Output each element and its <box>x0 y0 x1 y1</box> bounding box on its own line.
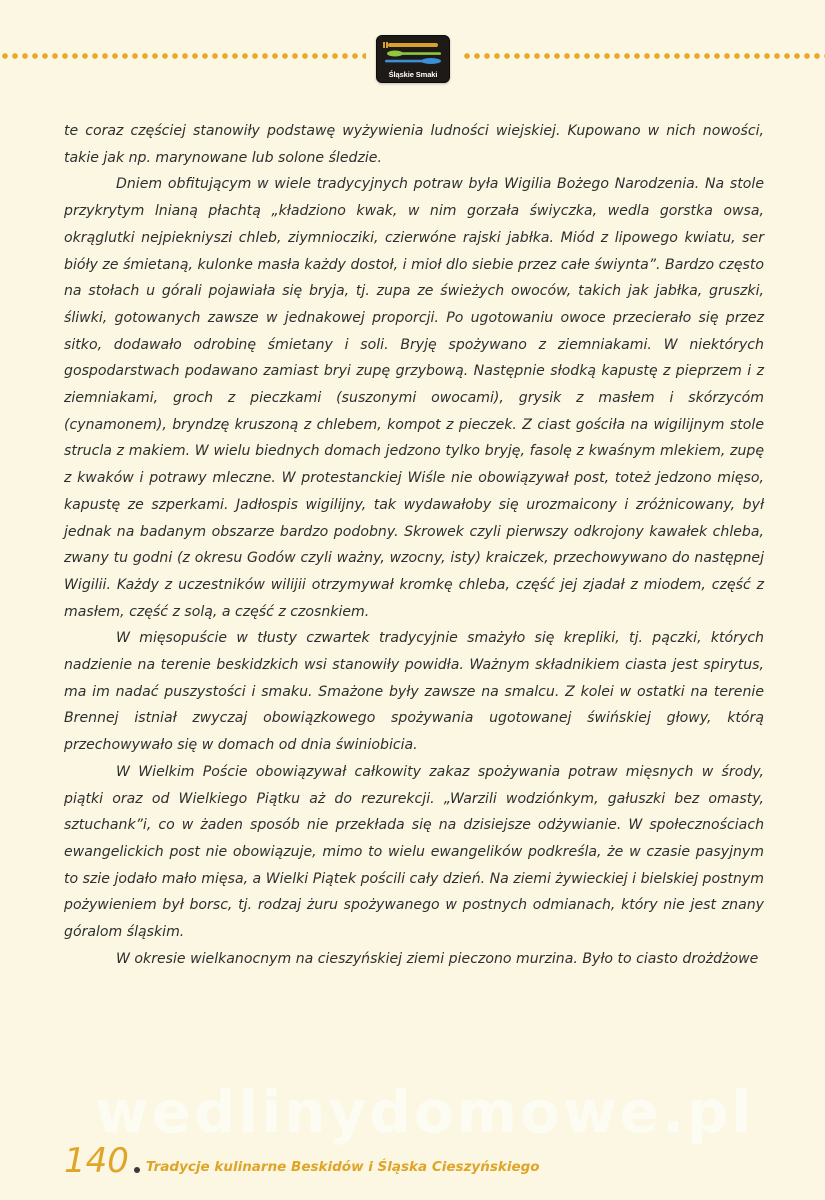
paragraph: W Wielkim Poście obowiązywał całkowity zakaz spożywania potraw mięsnych w środy, piątki oraz od Wielkiego Piątku aż do rezurekcji. „Warzili wodziónkym, gałuszki bez omasty, sztuchank”i, co w żaden sposób nie przekłada się na dzisiejsze odżywianie. W społecznościach ewangelickich post nie obowiązuje, mimo to wielu ewangelików podkreśla, że w czasie pasyjnym to szie jodało mało mięsa, a Wielki Piątek pościli cały dzień. Na ziemi żywieckiej i bielskiej postnym pożywieniem był borsc, tj. rodzaj żuru spożywanego w postnych odmianach, który nie jest znany góralom śląskim. <box>64 763 764 941</box>
cutlery-icon <box>381 40 445 68</box>
spoon-shape <box>387 51 403 57</box>
paragraph: W okresie wielkanocnym na cieszyńskiej ziemi pieczono murzina. Było to ciasto drożdżowe <box>116 950 759 967</box>
header-dotted-rule-left <box>0 52 366 60</box>
fork-shape <box>388 43 438 47</box>
article-body <box>64 118 764 973</box>
footer-bullet <box>134 1167 140 1173</box>
page-number: 140 <box>64 1141 129 1181</box>
page-footer <box>64 1132 540 1181</box>
logo-text: Śląskie Smaki <box>388 70 438 79</box>
header-dotted-rule-right <box>462 52 825 60</box>
paragraph: Dniem obfitującym w wiele tradycyjnych potraw była Wigilia Bożego Narodzenia. Na stole przykrytym lnianą płachtą „kładziono kwak, w nim gorzała świyczka, wedla gorstka owsa, okrąglutki nejpiekniyszi chleb, ziymniocziki, czierwóne rajski jabłka. Miód z lipowego kwiatu, ser bióły ze śmietaną, kulonke masła każdy dostoł, i mioł dlo siebie przez całe świynta”. Bardzo często na stołach u górali pojawiała się bryja, tj. zupa ze świeżych owoców, takich jak jabłka, gruszki, śliwki, gotowanych zawsze w jednakowej proporcji. Po ugotowaniu owoce przecierało się przez sitko, dodawało odrobinę śmietany i soli. Bryję spożywano z ziemniakami. W niektórych gospodarstwach podawano zamiast bryi zupę grzybową. Następnie słodką kapustę z pieprzem i z ziemniakami, groch z pieczkami (suszonymi owocami), grysik z masłem i skórzycóm (cynamonem), bryndzę kruszoną z chlebem, kompot z pieczek. Z ciast gościła na wigilijnym stole strucla z makiem. W wielu biednych domach jedzono tylko bryję, fasolę z kwaśnym mlekiem, zupę z kwaków i potrawy mleczne. W protestanckiej Wiśle nie obowiązywał post, toteż jedzono mięso, kapustę ze szperkami. Jadłospis wigilijny, tak wydawałoby się urozmaicony i zróżnicowany, był jednak na badanym obszarze bardzo podobny. Skrowek czyli pierwszy odkrojony kawałek chleba, zwany tu godni (z okresu Godów czyli ważny, wzocny, isty) kraiczek, przechowywano do następnej Wigilii. Każdy z uczestników wilijii otrzymywał kromkę chleba, część jej zjadał z miodem, część z masłem, część z solą, a część z czosnkiem. <box>64 176 764 620</box>
paragraph: te coraz częściej stanowiły podstawę wyżywienia ludności wiejskiej. Kupowano w nich nowości, takie jak np. marynowane lub solone śledzie. <box>64 123 764 166</box>
paragraph: W mięsopuście w tłusty czwartek tradycyjnie smażyło się krepliki, tj. pączki, których nadzienie na terenie beskidzkich wsi stanowiły powidła. Ważnym składnikiem ciasta jest spirytus, ma im nadać puszystości i smaku. Smażone były zawsze na smalcu. Z kolei w ostatki na terenie Brennej istniał zwyczaj obowiązkowego spożywania ugotowanej świńskiej głowy, którą przechowywało się w domach od dnia świniobicia. <box>64 630 764 754</box>
slaskie-smaki-logo <box>376 35 450 83</box>
book-title: Tradycje kulinarne Beskidów i Śląska Cieszyńskiego <box>145 1159 540 1175</box>
watermark: wedlinydomowe.pl <box>95 1078 755 1146</box>
